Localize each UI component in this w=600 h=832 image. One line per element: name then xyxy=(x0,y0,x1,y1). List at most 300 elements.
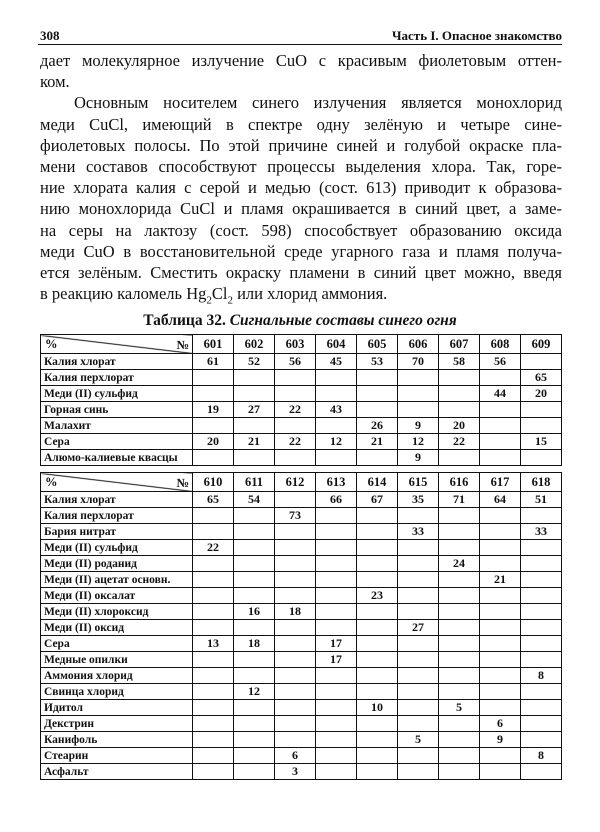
column-header: 616 xyxy=(439,473,480,492)
percent-cell xyxy=(398,508,439,524)
column-header: 607 xyxy=(439,335,480,354)
percent-cell: 13 xyxy=(193,636,234,652)
table-row xyxy=(41,684,562,700)
percent-cell xyxy=(521,402,562,418)
percent-cell xyxy=(398,684,439,700)
table-row xyxy=(41,732,562,748)
text-line: дает молекулярное излучение CuO с красивым фиолетовым оттен- xyxy=(40,51,562,70)
percent-cell xyxy=(398,636,439,652)
corner-percent: % xyxy=(45,337,58,351)
text-line: Основным носителем синего излучения является монохлорид xyxy=(74,93,562,113)
percent-cell xyxy=(316,700,357,716)
ingredient-name: Бария нитрат xyxy=(41,524,193,540)
table-row xyxy=(41,588,562,604)
percent-cell: 21 xyxy=(357,434,398,450)
percent-cell xyxy=(357,732,398,748)
percent-cell xyxy=(193,620,234,636)
percent-cell xyxy=(439,370,480,386)
percent-cell: 22 xyxy=(193,540,234,556)
table-header-row xyxy=(41,473,562,492)
percent-cell xyxy=(521,450,562,466)
column-header: 613 xyxy=(316,473,357,492)
percent-cell xyxy=(480,434,521,450)
text-line: меди CuCl, имеющий в спектре одну зелёную и четыре сине- xyxy=(40,114,562,134)
percent-cell: 56 xyxy=(275,354,316,370)
percent-cell xyxy=(193,370,234,386)
ingredient-name: Стеарин xyxy=(41,748,193,764)
body-text xyxy=(40,50,562,307)
table-caption: Сигнальные составы синего огня xyxy=(229,312,457,329)
percent-cell xyxy=(439,716,480,732)
percent-cell xyxy=(439,588,480,604)
compositions-table-part1 xyxy=(40,334,562,466)
percent-cell xyxy=(275,716,316,732)
percent-cell xyxy=(193,588,234,604)
percent-cell xyxy=(439,620,480,636)
percent-cell xyxy=(521,540,562,556)
percent-cell xyxy=(357,620,398,636)
percent-cell xyxy=(234,620,275,636)
ingredient-name: Сера xyxy=(41,434,193,450)
table-row xyxy=(41,668,562,684)
percent-cell: 58 xyxy=(439,354,480,370)
percent-cell: 20 xyxy=(521,386,562,402)
percent-cell: 5 xyxy=(439,700,480,716)
percent-cell xyxy=(193,508,234,524)
percent-cell xyxy=(275,386,316,402)
table-title xyxy=(0,312,600,330)
percent-cell xyxy=(234,652,275,668)
table-row xyxy=(41,572,562,588)
percent-cell xyxy=(439,748,480,764)
ingredient-name: Аммония хлорид xyxy=(41,668,193,684)
percent-cell xyxy=(275,700,316,716)
table-row xyxy=(41,508,562,524)
percent-cell xyxy=(480,556,521,572)
percent-cell xyxy=(398,764,439,780)
column-header: 603 xyxy=(275,335,316,354)
percent-cell xyxy=(316,508,357,524)
compositions-table-part2 xyxy=(40,472,562,780)
percent-cell: 65 xyxy=(193,492,234,508)
percent-cell xyxy=(316,588,357,604)
ingredient-name: Меди (II) хлороксид xyxy=(41,604,193,620)
percent-cell xyxy=(357,748,398,764)
percent-cell: 8 xyxy=(521,748,562,764)
ingredient-name: Асфальт xyxy=(41,764,193,780)
ingredient-name: Идитол xyxy=(41,700,193,716)
percent-cell xyxy=(439,732,480,748)
percent-cell xyxy=(316,524,357,540)
percent-cell xyxy=(521,716,562,732)
percent-cell: 3 xyxy=(275,764,316,780)
percent-cell: 64 xyxy=(480,492,521,508)
column-header: 608 xyxy=(480,335,521,354)
percent-cell xyxy=(398,572,439,588)
text-line: ется зелёным. Сместить окраску пламени в синий цвет можно, введя xyxy=(40,262,562,282)
percent-cell: 45 xyxy=(316,354,357,370)
percent-cell xyxy=(275,572,316,588)
column-header: 618 xyxy=(521,473,562,492)
table-row xyxy=(41,636,562,652)
percent-cell xyxy=(480,652,521,668)
corner-number: № xyxy=(176,338,189,352)
table-row xyxy=(41,604,562,620)
percent-cell xyxy=(439,402,480,418)
text-fragment: Cl xyxy=(211,284,228,304)
percent-cell xyxy=(521,732,562,748)
percent-cell xyxy=(316,684,357,700)
ingredient-name: Меди (II) роданид xyxy=(41,556,193,572)
text-line: фиолетовых полосы. По этой причине синей и голубой окраске пла- xyxy=(40,135,562,155)
percent-cell xyxy=(480,402,521,418)
column-header: 611 xyxy=(234,473,275,492)
percent-cell xyxy=(193,732,234,748)
percent-cell: 20 xyxy=(193,434,234,450)
percent-cell xyxy=(193,668,234,684)
ingredient-name: Медные опилки xyxy=(41,652,193,668)
percent-cell xyxy=(193,748,234,764)
table-row xyxy=(41,492,562,508)
percent-cell xyxy=(234,668,275,684)
corner-number: № xyxy=(176,476,189,490)
percent-cell xyxy=(234,700,275,716)
percent-cell xyxy=(521,684,562,700)
percent-cell xyxy=(439,540,480,556)
percent-cell: 67 xyxy=(357,492,398,508)
column-header: 602 xyxy=(234,335,275,354)
percent-cell xyxy=(398,556,439,572)
text-line: мени составов способствуют процессы выделения хлора. Так, горе- xyxy=(40,156,562,176)
percent-cell xyxy=(234,572,275,588)
percent-cell xyxy=(480,508,521,524)
percent-cell: 21 xyxy=(234,434,275,450)
percent-cell xyxy=(316,668,357,684)
percent-cell: 16 xyxy=(234,604,275,620)
text-line: ком. xyxy=(40,72,70,92)
percent-cell xyxy=(234,370,275,386)
percent-cell xyxy=(480,764,521,780)
percent-cell xyxy=(357,636,398,652)
corner-cell xyxy=(41,473,193,492)
percent-cell: 66 xyxy=(316,492,357,508)
percent-cell: 43 xyxy=(316,402,357,418)
percent-cell xyxy=(193,652,234,668)
table-row xyxy=(41,524,562,540)
percent-cell xyxy=(480,700,521,716)
table-row xyxy=(41,450,562,466)
percent-cell xyxy=(439,764,480,780)
percent-cell xyxy=(398,652,439,668)
percent-cell xyxy=(234,450,275,466)
ingredient-name: Алюмо-калиевые квасцы xyxy=(41,450,193,466)
percent-cell xyxy=(521,418,562,434)
percent-cell xyxy=(357,668,398,684)
percent-cell: 33 xyxy=(398,524,439,540)
percent-cell xyxy=(234,508,275,524)
percent-cell xyxy=(357,402,398,418)
percent-cell xyxy=(480,588,521,604)
percent-cell xyxy=(398,588,439,604)
percent-cell: 27 xyxy=(234,402,275,418)
percent-cell xyxy=(193,716,234,732)
page-number: 308 xyxy=(40,28,60,43)
percent-cell xyxy=(480,540,521,556)
percent-cell xyxy=(398,716,439,732)
column-header: 605 xyxy=(357,335,398,354)
percent-cell xyxy=(193,700,234,716)
ingredient-name: Меди (II) оксид xyxy=(41,620,193,636)
percent-cell: 65 xyxy=(521,370,562,386)
table-row xyxy=(41,652,562,668)
percent-cell xyxy=(398,540,439,556)
percent-cell: 6 xyxy=(275,748,316,764)
percent-cell xyxy=(234,386,275,402)
column-header: 606 xyxy=(398,335,439,354)
ingredient-name: Декстрин xyxy=(41,716,193,732)
percent-cell xyxy=(234,764,275,780)
column-header: 610 xyxy=(193,473,234,492)
percent-cell xyxy=(357,764,398,780)
column-header: 604 xyxy=(316,335,357,354)
percent-cell xyxy=(316,418,357,434)
percent-cell xyxy=(398,604,439,620)
percent-cell xyxy=(480,418,521,434)
ingredient-name: Малахит xyxy=(41,418,193,434)
ingredient-name: Калия хлорат xyxy=(41,492,193,508)
percent-cell: 53 xyxy=(357,354,398,370)
subscript: 2 xyxy=(227,294,233,307)
ingredient-name: Горная синь xyxy=(41,402,193,418)
percent-cell xyxy=(521,508,562,524)
percent-cell xyxy=(439,684,480,700)
percent-cell xyxy=(357,540,398,556)
percent-cell xyxy=(521,588,562,604)
percent-cell xyxy=(439,386,480,402)
percent-cell: 22 xyxy=(439,434,480,450)
percent-cell xyxy=(275,588,316,604)
percent-cell xyxy=(234,716,275,732)
percent-cell xyxy=(521,604,562,620)
percent-cell: 24 xyxy=(439,556,480,572)
percent-cell xyxy=(316,748,357,764)
percent-cell xyxy=(193,684,234,700)
percent-cell: 35 xyxy=(398,492,439,508)
text-line: нию монохлорида CuCl и пламя окрашивается в синий цвет, а заме- xyxy=(40,199,562,219)
percent-cell xyxy=(521,652,562,668)
percent-cell xyxy=(275,524,316,540)
percent-cell: 12 xyxy=(316,434,357,450)
percent-cell: 10 xyxy=(357,700,398,716)
table-row xyxy=(41,418,562,434)
percent-cell xyxy=(316,716,357,732)
percent-cell: 9 xyxy=(398,450,439,466)
percent-cell xyxy=(439,652,480,668)
text-line: ние хлората калия с серой и медью (сост. 613) приводит к образова- xyxy=(40,178,562,198)
percent-cell: 21 xyxy=(480,572,521,588)
percent-cell xyxy=(316,572,357,588)
percent-cell xyxy=(193,450,234,466)
percent-cell xyxy=(193,572,234,588)
percent-cell xyxy=(316,604,357,620)
ingredient-name: Канифоль xyxy=(41,732,193,748)
percent-cell xyxy=(398,700,439,716)
percent-cell: 6 xyxy=(480,716,521,732)
percent-cell xyxy=(439,604,480,620)
percent-cell xyxy=(521,572,562,588)
percent-cell xyxy=(316,540,357,556)
percent-cell xyxy=(275,556,316,572)
percent-cell xyxy=(316,620,357,636)
percent-cell xyxy=(316,732,357,748)
percent-cell: 61 xyxy=(193,354,234,370)
percent-cell xyxy=(398,386,439,402)
percent-cell xyxy=(480,748,521,764)
percent-cell xyxy=(275,450,316,466)
ingredient-name: Меди (II) сульфид xyxy=(41,540,193,556)
percent-cell xyxy=(234,556,275,572)
corner-percent: % xyxy=(45,475,58,489)
percent-cell: 9 xyxy=(480,732,521,748)
percent-cell xyxy=(398,748,439,764)
column-header: 617 xyxy=(480,473,521,492)
column-header: 612 xyxy=(275,473,316,492)
percent-cell xyxy=(357,652,398,668)
corner-cell xyxy=(41,335,193,354)
percent-cell: 8 xyxy=(521,668,562,684)
percent-cell xyxy=(357,716,398,732)
percent-cell: 51 xyxy=(521,492,562,508)
percent-cell xyxy=(357,450,398,466)
percent-cell: 23 xyxy=(357,588,398,604)
percent-cell: 44 xyxy=(480,386,521,402)
table-header-row xyxy=(41,335,562,354)
percent-cell xyxy=(234,732,275,748)
percent-cell xyxy=(234,748,275,764)
percent-cell xyxy=(316,370,357,386)
percent-cell: 20 xyxy=(439,418,480,434)
text-fragment: в реакцию каломель Hg xyxy=(40,284,207,304)
percent-cell: 26 xyxy=(357,418,398,434)
ingredient-name: Калия перхлорат xyxy=(41,370,193,386)
percent-cell xyxy=(275,418,316,434)
ingredient-name: Меди (II) ацетат основн. xyxy=(41,572,193,588)
subscript: 2 xyxy=(206,294,212,307)
percent-cell xyxy=(398,668,439,684)
percent-cell: 52 xyxy=(234,354,275,370)
percent-cell xyxy=(480,684,521,700)
text-line: на серы на лактозу (сост. 598) способствует образованию оксида xyxy=(40,220,562,240)
percent-cell: 33 xyxy=(521,524,562,540)
percent-cell: 12 xyxy=(398,434,439,450)
percent-cell: 27 xyxy=(398,620,439,636)
table-row xyxy=(41,386,562,402)
percent-cell xyxy=(275,620,316,636)
table-row xyxy=(41,556,562,572)
percent-cell: 18 xyxy=(234,636,275,652)
ingredient-name: Меди (II) оксалат xyxy=(41,588,193,604)
percent-cell xyxy=(521,620,562,636)
percent-cell xyxy=(480,370,521,386)
percent-cell xyxy=(193,556,234,572)
table-row xyxy=(41,434,562,450)
percent-cell xyxy=(398,370,439,386)
percent-cell xyxy=(234,418,275,434)
percent-cell xyxy=(275,492,316,508)
percent-cell xyxy=(316,386,357,402)
percent-cell xyxy=(357,684,398,700)
percent-cell: 22 xyxy=(275,402,316,418)
percent-cell: 22 xyxy=(275,434,316,450)
percent-cell xyxy=(275,668,316,684)
percent-cell xyxy=(357,508,398,524)
percent-cell xyxy=(480,636,521,652)
page-header xyxy=(38,26,562,45)
percent-cell: 15 xyxy=(521,434,562,450)
percent-cell xyxy=(439,508,480,524)
percent-cell xyxy=(193,604,234,620)
text-line-formula xyxy=(40,283,562,307)
percent-cell xyxy=(193,764,234,780)
table-row xyxy=(41,748,562,764)
percent-cell xyxy=(439,668,480,684)
table-row xyxy=(41,700,562,716)
percent-cell xyxy=(275,652,316,668)
table-row xyxy=(41,764,562,780)
table-row xyxy=(41,716,562,732)
column-header: 609 xyxy=(521,335,562,354)
ingredient-name: Свинца хлорид xyxy=(41,684,193,700)
percent-cell xyxy=(316,764,357,780)
percent-cell xyxy=(480,524,521,540)
percent-cell xyxy=(275,732,316,748)
percent-cell xyxy=(357,524,398,540)
percent-cell: 73 xyxy=(275,508,316,524)
percent-cell xyxy=(521,700,562,716)
column-header: 614 xyxy=(357,473,398,492)
percent-cell xyxy=(316,450,357,466)
ingredient-name: Калия перхлорат xyxy=(41,508,193,524)
percent-cell xyxy=(521,354,562,370)
percent-cell: 70 xyxy=(398,354,439,370)
percent-cell: 5 xyxy=(398,732,439,748)
percent-cell xyxy=(234,524,275,540)
percent-cell xyxy=(357,556,398,572)
table-number: Таблица 32. xyxy=(143,312,226,329)
text-line: меди CuO в восстановительной среде угарного газа и пламя получа- xyxy=(40,241,562,261)
percent-cell xyxy=(357,572,398,588)
percent-cell xyxy=(521,636,562,652)
percent-cell xyxy=(193,418,234,434)
percent-cell: 9 xyxy=(398,418,439,434)
percent-cell xyxy=(234,588,275,604)
ingredient-name: Сера xyxy=(41,636,193,652)
table-row xyxy=(41,402,562,418)
percent-cell xyxy=(193,386,234,402)
percent-cell xyxy=(521,764,562,780)
table-row xyxy=(41,354,562,370)
percent-cell: 54 xyxy=(234,492,275,508)
percent-cell xyxy=(275,540,316,556)
percent-cell xyxy=(480,604,521,620)
percent-cell xyxy=(398,402,439,418)
percent-cell: 18 xyxy=(275,604,316,620)
percent-cell xyxy=(316,556,357,572)
table-row xyxy=(41,370,562,386)
percent-cell xyxy=(439,572,480,588)
percent-cell xyxy=(357,386,398,402)
percent-cell: 17 xyxy=(316,652,357,668)
